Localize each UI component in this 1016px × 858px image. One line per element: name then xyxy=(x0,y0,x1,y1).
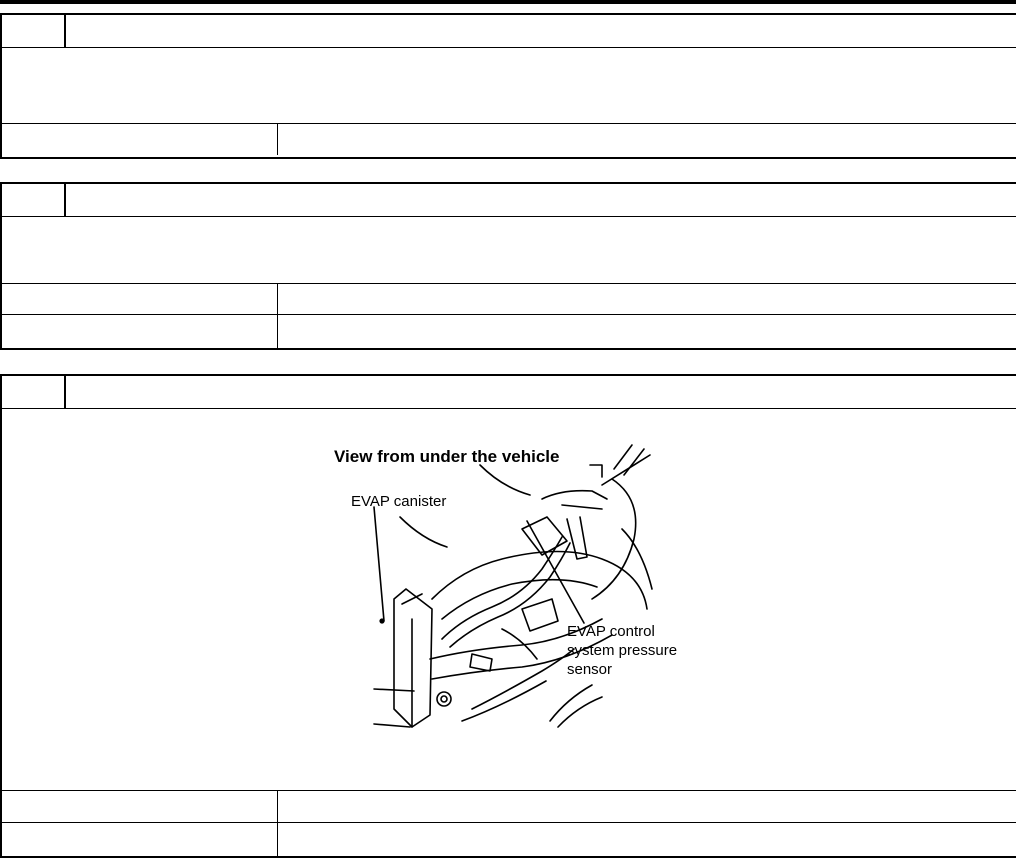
step-header-3 xyxy=(2,376,1016,409)
result-label-cell xyxy=(2,284,278,314)
result-label-cell xyxy=(2,124,278,155)
result-row xyxy=(2,315,1016,348)
result-label-cell xyxy=(2,823,278,856)
sensor-label-line2: system pressure xyxy=(567,642,678,659)
step-number-cell xyxy=(2,376,66,408)
result-row xyxy=(2,284,1016,315)
procedure-box-1 xyxy=(0,13,1016,159)
result-label-cell xyxy=(2,315,278,348)
figure-title: View from under the vehicle xyxy=(334,447,560,466)
underbody-illustration xyxy=(374,445,652,727)
step-number-cell xyxy=(2,15,66,47)
step-body-2 xyxy=(2,217,1016,284)
step-number-cell xyxy=(2,184,66,216)
result-row xyxy=(2,124,1016,155)
step-body-1 xyxy=(2,48,1016,124)
top-rule xyxy=(0,0,1016,4)
procedure-box-3 xyxy=(0,374,1016,858)
evap-sensor-location-figure xyxy=(2,409,1016,791)
step-header-1 xyxy=(2,15,1016,48)
procedure-box-2 xyxy=(0,182,1016,350)
result-label-cell xyxy=(2,791,278,822)
step-header-2 xyxy=(2,184,1016,217)
evap-canister-label: EVAP canister xyxy=(351,493,447,510)
result-row xyxy=(2,823,1016,856)
step-title-cell xyxy=(66,15,1016,47)
result-action-cell xyxy=(278,284,1016,314)
step-title-cell xyxy=(66,184,1016,216)
result-row xyxy=(2,791,1016,823)
result-action-cell xyxy=(278,791,1016,822)
sensor-label-line3: sensor xyxy=(567,661,613,678)
step-body-3 xyxy=(2,409,1016,791)
step-title-cell xyxy=(66,376,1016,408)
result-action-cell xyxy=(278,124,1016,155)
sensor-label-line1: EVAP control xyxy=(567,623,655,640)
result-action-cell xyxy=(278,315,1016,348)
result-action-cell xyxy=(278,823,1016,856)
